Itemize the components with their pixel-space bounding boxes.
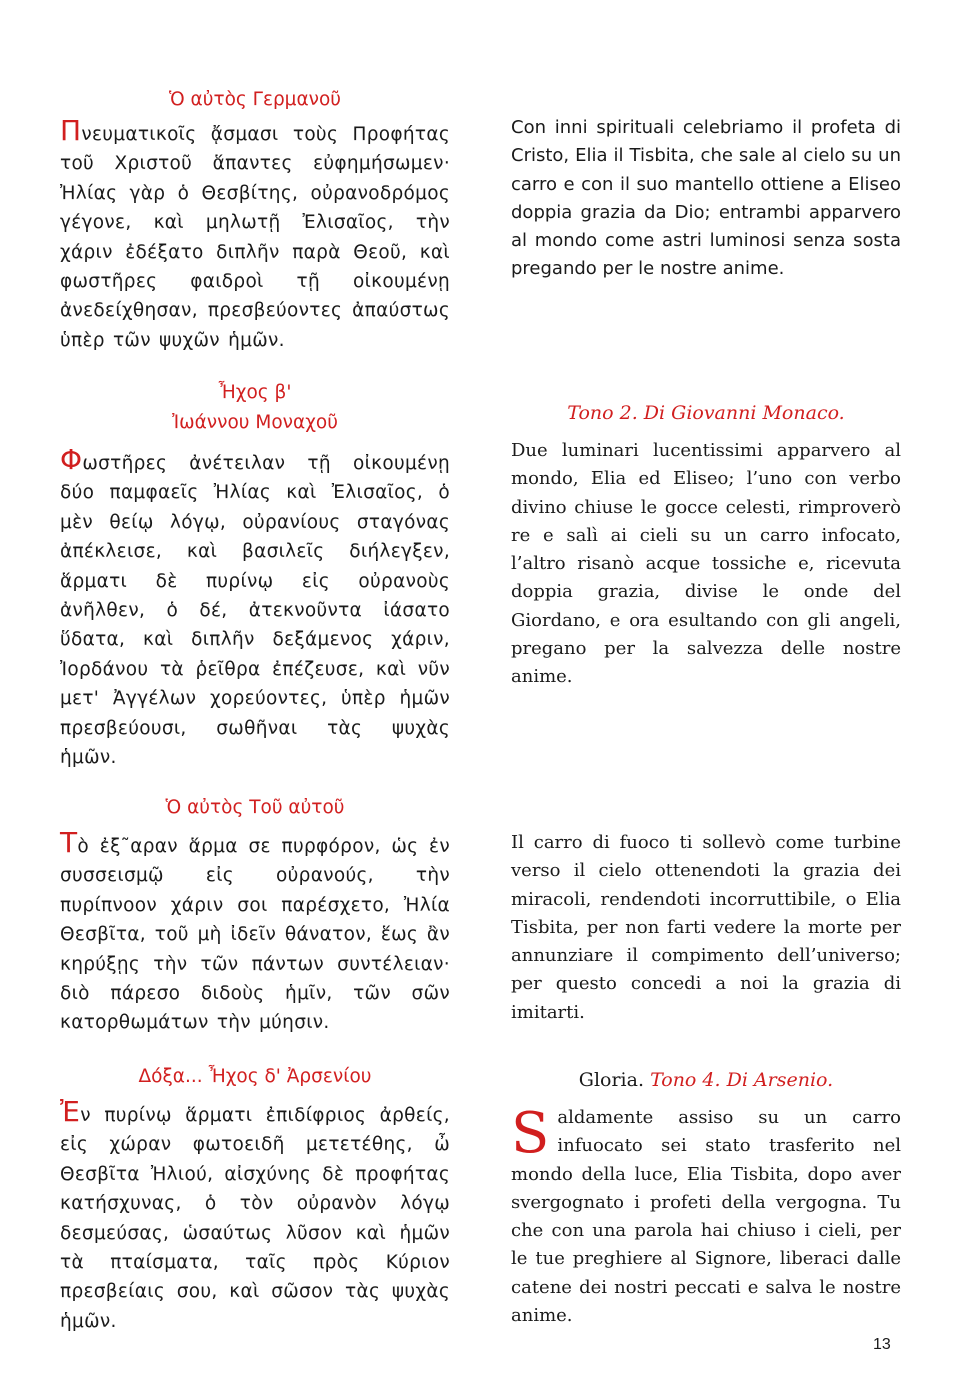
rubric-ioannou: Ἰωάννου Μοναχοῦ [172, 412, 338, 433]
greek-hymn-3 [60, 826, 450, 1038]
rubric-doxa: Δόξα... Ἦχος δ' Ἀρσενίου [138, 1066, 372, 1087]
greek-hymn-4 [60, 1095, 450, 1336]
drop-cap: S [511, 1101, 550, 1166]
initial-letter: Ἐ [60, 1095, 81, 1128]
rubric-tono-2-text: Tono 2. Di Giovanni Monaco. [567, 402, 845, 424]
italian-hymn-2: Due luminari lucentissimi apparvero al mondo, Elia ed Eliseo; l’uno con verbo divino chiuse le gocce celesti, rimproverò re e salì ai cieli su un carro infocato, l’altro risanò acque tossiche e, ricevuta doppia grazia, divise le onde del Giordano, e ora esultando con gli angeli, pregano per la salvezza delle nostre anime. [511, 440, 901, 688]
italian-hymn-1: Con inni spirituali celebriamo il profeta di Cristo, Elia il Tisbita, che sale al cielo su un carro e con il suo mantello ottiene a Eliseo doppia grazia da Dio; entrambi apparvero al mondo come astri luminosi senza sosta pregando per le nostre anime. [511, 117, 901, 280]
initial-letter: Φ [60, 443, 83, 476]
rubric-tou-autou: Ὁ αὐτὸς Τοῦ αὐτοῦ [165, 797, 345, 818]
italian-hymn-3: Il carro di fuoco ti sollevò come turbine verso il cielo ottenendoti la grazia dei miracoli, rendendoti incorruttibile, o Elia Tisbita, per non farti vedere la morte per annunziare il compimento dell’universo; per questo concedi a noi la grazia di imitarti. [511, 832, 901, 1023]
rubric-tono-4: Tono 4. Di Arsenio. [650, 1069, 834, 1091]
italian-hymn-4-text: aldamente assiso su un carro infuocato sei stato trasferito nel mondo della luce, Elia Tisbita, dopo aver svergognato i profeti della vergogna. Tu che con una parola hai chiuso i cieli, per le tue preghiere al Signore, liberaci dalle catene dei nostri peccati e salva le nostre anime. [511, 1107, 901, 1327]
rubric-germanos: Ὁ αὐτὸς Γερμανοῦ [168, 89, 342, 110]
greek-hymn-2 [60, 443, 450, 772]
greek-hymn-4-text: ν πυρίνῳ ἅρματι ἐπιδίφριος ἀρθείς, εἰς χώραν φωτοειδῆ μετετέθης, ὦ Θεσβῖτα Ἠλιού, αἰσχύνης δὲ προφήτας κατήσχυνας, ὁ τὸν οὐρανὸν λόγῳ δεσμεύσας, ὡσαύτως λῦσον καὶ ἡμῶν τὰ πταίσματα, ταῖς πρὸς Κύριον πρεσβείαις σου, καὶ σῶσον τὰς ψυχὰς ἡμῶν. [60, 1105, 450, 1332]
rubric-tone-2: Ἦχος β' [218, 382, 292, 403]
initial-letter: Π [60, 114, 82, 147]
greek-hymn-3-text: ὸ ἐξ῀αραν ἅρμα σε πυρφόρον, ὡς ἐν συσσεισμῷ εἰς οὐρανούς, τὴν πυρίπνοον χάριν σοι παρέσχετο, Ἠλία Θεσβῖτα, τοῦ μὴ ἰδεῖν θάνατον, ἕως ἂν κηρύξῃς τὴν τῶν πάντων συντέλειαν· διὸ πάρεσο διδοὺς ἡμῖν, τῶν σῶν κατορθωμάτων τὴν μύησιν. [60, 836, 450, 1034]
initial-letter: Τ [60, 826, 78, 859]
greek-hymn-2-text: ωστῆρες ἀνέτειλαν τῇ οἰκουμένῃ δύο παμφαεῖς Ἠλίας καὶ Ἐλισαῖος, ὁ μὲν θείῳ λόγῳ, οὐρανίους σταγόνας ἀπέκλεισε, καὶ βασιλεῖς διήλεγξεν, ἅρματι δὲ πυρίνῳ εἰς οὐρανοὺς ἀνῆλθεν, ὁ δέ, ἀτεκνοῦντα ἰάσατο ὕδατα, καὶ διπλῆν δεξάμενος χάριν, Ἰορδάνου τὰ ῥεῖθρα ἐπέζευσε, καὶ νῦν μετ' Ἀγγέλων χορεύοντες, ὑπὲρ ἡμῶν πρεσβεύουσι, σωθῆναι τὰς ψυχὰς ἡμῶν. [60, 453, 450, 769]
greek-hymn-1-text: νευματικοῖς ᾄσμασι τοὺς Προφήτας τοῦ Χριστοῦ ἅπαντες εὐφημήσωμεν· Ἠλίας γὰρ ὁ Θεσβίτης, οὐρανοδρόμος γέγονε, καὶ μηλωτῇ Ἐλισαῖος, τὴν χάριν ἐδέξατο διπλῆν παρὰ Θεοῦ, καὶ φωστῆρες φαιδροὶ τῇ οἰκουμένῃ ἀνεδείχθησαν, πρεσβεύοντες ἀπαύστως ὑπὲρ τῶν ψυχῶν ἡμῶν. [60, 124, 450, 351]
gloria-label: Gloria. [578, 1069, 645, 1091]
greek-hymn-1 [60, 114, 450, 355]
italian-hymn-4 [511, 1101, 901, 1330]
page-number: 13 [873, 1336, 891, 1353]
rubric-gloria [511, 1067, 901, 1093]
rubric-tono-2 [511, 400, 901, 426]
